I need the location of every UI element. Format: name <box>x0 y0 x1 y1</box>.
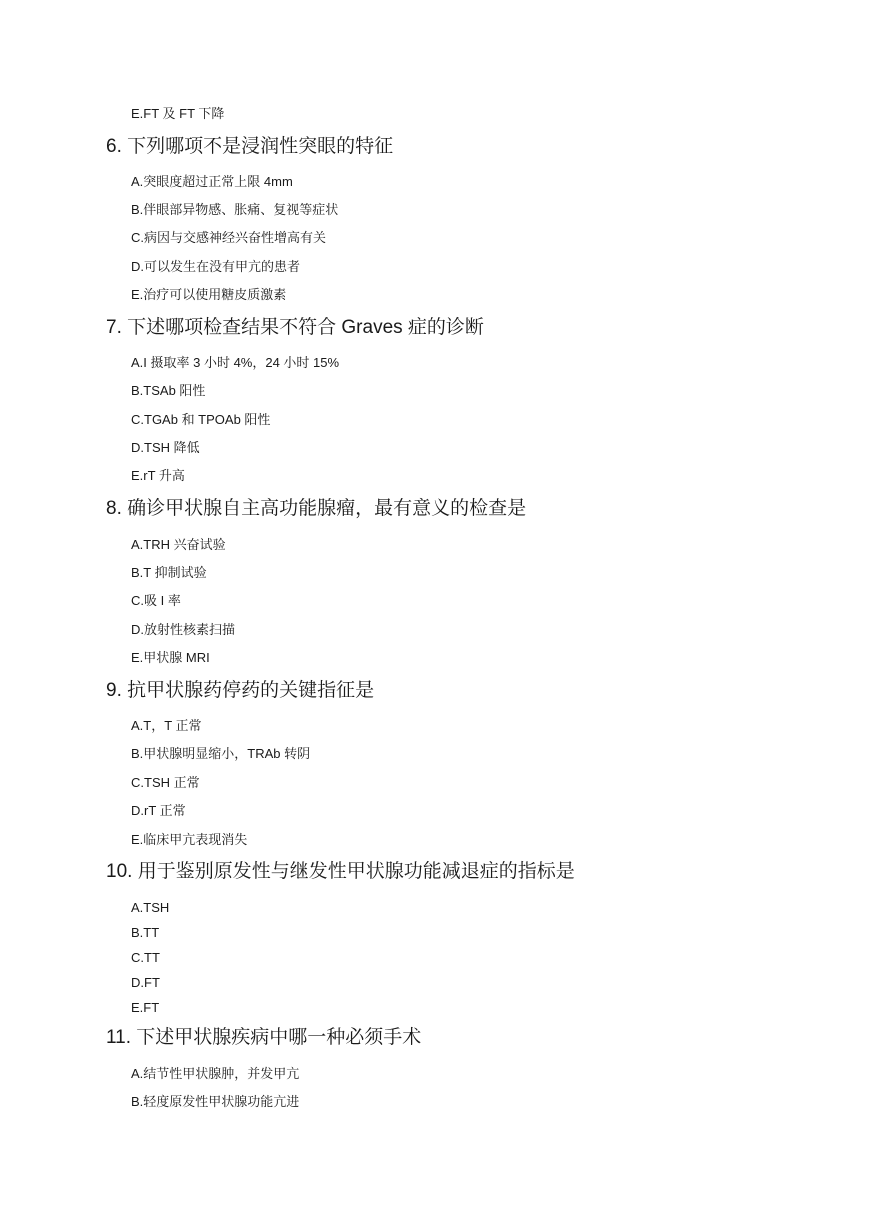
question-9-option-a: A.T，T 正常 <box>131 718 202 733</box>
question-6-option-c: C.病因与交感神经兴奋性增高有关 <box>131 230 327 245</box>
question-7-option-b: B.TSAb 阳性 <box>131 383 206 398</box>
question-9-option-b: B.甲状腺明显缩小，TRAb 转阴 <box>131 746 311 761</box>
question-6-option-d: D.可以发生在没有甲亢的患者 <box>131 259 301 274</box>
question-11-option-b: B.轻度原发性甲状腺功能亢进 <box>131 1094 300 1109</box>
question-9-option-c: C.TSH 正常 <box>131 775 200 790</box>
question-11-title: 11. 下述甲状腺疾病中哪一种必须手术 <box>106 1027 422 1048</box>
question-10-option-b: B.TT <box>131 925 160 940</box>
question-6-option-e: E.治疗可以使用糖皮质激素 <box>131 287 287 302</box>
question-10-title: 10. 用于鉴别原发性与继发性甲状腺功能减退症的指标是 <box>106 861 575 882</box>
question-7-title: 7. 下述哪项检查结果不符合 Graves 症的诊断 <box>106 317 484 338</box>
option-carryover: E.FT 及 FT 下降 <box>131 106 225 121</box>
question-6-title: 6. 下列哪项不是浸润性突眼的特征 <box>106 136 394 157</box>
question-7-option-d: D.TSH 降低 <box>131 440 200 455</box>
question-10-option-a: A.TSH <box>131 900 170 915</box>
question-8-title: 8. 确诊甲状腺自主高功能腺瘤，最有意义的检查是 <box>106 498 527 519</box>
question-10-option-d: D.FT <box>131 975 160 990</box>
question-7-option-a: A.I 摄取率 3 小时 4%，24 小时 15% <box>131 355 340 370</box>
question-8-option-e: E.甲状腺 MRI <box>131 650 210 665</box>
question-10-option-e: E.FT <box>131 1000 160 1015</box>
question-8-option-c: C.吸 I 率 <box>131 593 181 608</box>
question-6-option-b: B.伴眼部异物感、胀痛、复视等症状 <box>131 202 339 217</box>
question-7-option-c: C.TGAb 和 TPOAb 阳性 <box>131 412 271 427</box>
question-7-option-e: E.rT 升高 <box>131 468 185 483</box>
question-9-option-d: D.rT 正常 <box>131 803 186 818</box>
question-10-option-c: C.TT <box>131 950 160 965</box>
question-6-option-a: A.突眼度超过正常上限 4mm <box>131 174 293 189</box>
question-8-option-b: B.T 抑制试验 <box>131 565 207 580</box>
question-9-title: 9. 抗甲状腺药停药的关键指征是 <box>106 680 375 701</box>
question-8-option-d: D.放射性核素扫描 <box>131 622 236 637</box>
question-11-option-a: A.结节性甲状腺肿，并发甲亢 <box>131 1066 300 1081</box>
question-8-option-a: A.TRH 兴奋试验 <box>131 537 226 552</box>
question-9-option-e: E.临床甲亢表现消失 <box>131 832 248 847</box>
